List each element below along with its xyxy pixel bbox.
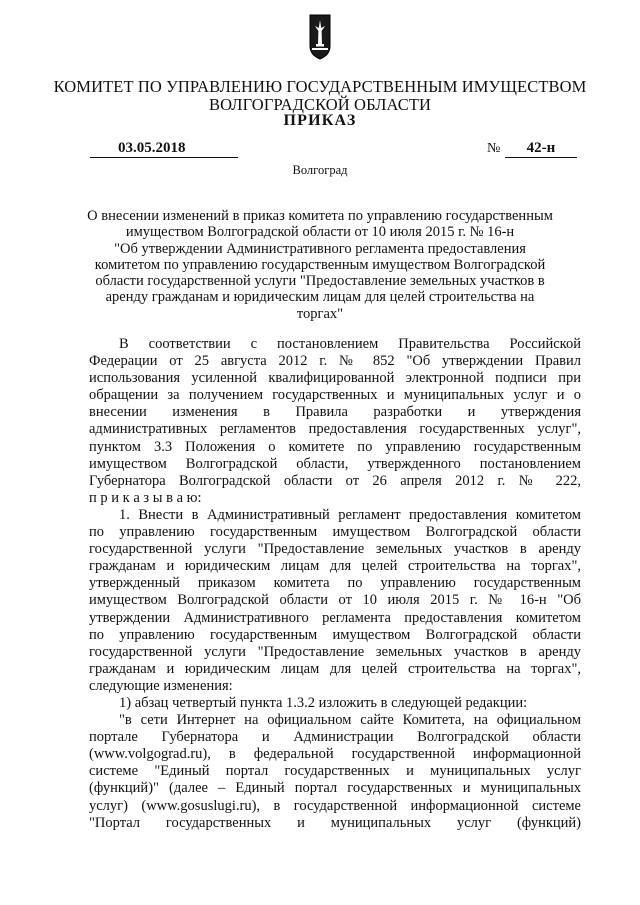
body-line: государственной услуги "Предоставление земельных участков в аренду bbox=[89, 541, 581, 558]
body-line: пунктом 3.3 Положения о комитете по управлению государственным bbox=[89, 438, 581, 455]
body-line: внесении изменения в Правила разработки и утверждения bbox=[89, 404, 581, 421]
body-line: п р и к а з ы в а ю: bbox=[89, 489, 202, 506]
document-type-title: ПРИКАЗ bbox=[283, 112, 357, 129]
body-line: "в сети Интернет на официальном сайте Комитета, на официальном bbox=[119, 712, 581, 729]
body-line: государственной услуги "Предоставление земельных участков в аренду bbox=[89, 643, 581, 660]
body-line: (функций)" (далее – Единый портал государственных и муниципальных bbox=[89, 780, 581, 797]
body-line: "Портал государственных и муниципальных услуг (функций) bbox=[89, 814, 581, 831]
number-label: № bbox=[487, 141, 501, 156]
body-line: утверждении Административного регламента предоставления комитетом bbox=[89, 609, 581, 626]
body-line: Губернатора Волгоградской области от 26 апреля 2012 г. № 222, bbox=[89, 472, 581, 489]
subject-line: имуществом Волгоградской области от 10 июля 2015 г. № 16-н bbox=[125, 224, 515, 241]
body-line: (www.volgograd.ru), в федеральной государственной информационной bbox=[89, 746, 581, 763]
body-line: имуществом Волгоградской области, утвержденного постановлением bbox=[89, 455, 581, 472]
document-number: 42-н bbox=[505, 140, 577, 158]
order-subject bbox=[80, 208, 560, 322]
body-line: имуществом Волгоградской области от 10 июля 2015 г. № 16-н "Об bbox=[89, 592, 581, 609]
body-line: 1) абзац четвертый пункта 1.3.2 изложить в следующей редакции: bbox=[119, 694, 528, 711]
city-name: Волгоград bbox=[292, 163, 348, 177]
document-date: 03.05.2018 bbox=[90, 140, 238, 158]
organization-name-line2: ВОЛГОГРАДСКОЙ ОБЛАСТИ bbox=[208, 95, 432, 114]
subject-line: аренду гражданам и юридическим лицам для целей строительства на bbox=[105, 289, 535, 306]
subject-line: "Об утверждении Административного регламента предоставления bbox=[114, 240, 526, 257]
body-line: утвержденный приказом комитета по управлению государственным bbox=[89, 575, 581, 592]
body-line: портале Губернатора и Администрации Волгоградской области bbox=[89, 729, 581, 746]
subject-line: области государственной услуги "Предоставление земельных участков в bbox=[95, 273, 545, 290]
body-line: услуг) (www.gosuslugi.ru), в государственной информационной системе bbox=[89, 797, 581, 814]
body-line: гражданам и юридическим лицам для целей строительства на торгах", bbox=[89, 558, 581, 575]
subject-line: торгах" bbox=[296, 305, 344, 322]
body-line: Федерации от 25 августа 2012 г. № 852 "Об утверждении Правил bbox=[89, 353, 581, 370]
body-line: административных регламентов предоставления государственных услуг", bbox=[89, 421, 581, 438]
order-body-text bbox=[89, 336, 581, 832]
body-line: использования усиленной квалифицированной электронной подписи при bbox=[89, 370, 581, 387]
subject-line: О внесении изменений в приказ комитета по управлению государственным bbox=[87, 208, 553, 224]
body-line: 1. Внести в Административный регламент предоставления комитетом bbox=[119, 506, 581, 523]
body-line: гражданам и юридическим лицам для целей строительства на торгах", bbox=[89, 660, 581, 677]
body-line: по управлению государственным имуществом Волгоградской области bbox=[89, 524, 581, 541]
body-line: по управлению государственным имуществом Волгоградской области bbox=[89, 626, 581, 643]
body-line: следующие изменения: bbox=[89, 677, 233, 694]
body-line: обращении за получением государственных и муниципальных услуг и о bbox=[89, 387, 581, 404]
subject-line: комитетом по управлению государственным имуществом Волгоградской bbox=[94, 256, 546, 273]
organization-name-line1: КОМИТЕТ ПО УПРАВЛЕНИЮ ГОСУДАРСТВЕННЫМ ИМУЩЕСТВОМ bbox=[53, 77, 587, 96]
volgograd-coat-of-arms-icon bbox=[309, 14, 331, 60]
body-line: системе "Единый портал государственных и муниципальных услуг bbox=[89, 763, 581, 780]
body-line: В соответствии с постановлением Правительства Российской bbox=[119, 336, 581, 352]
